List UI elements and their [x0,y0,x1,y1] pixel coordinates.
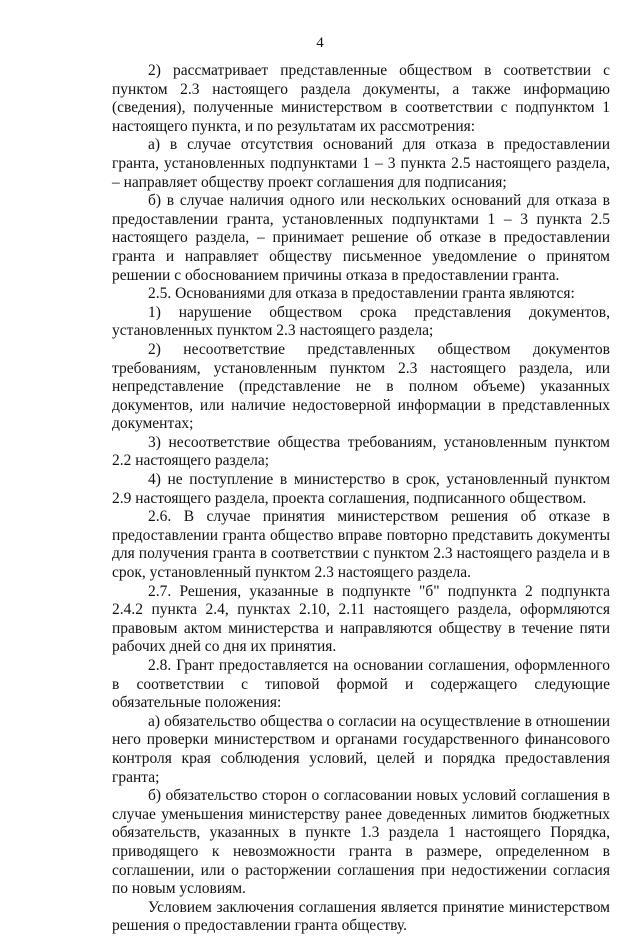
paragraph-2-5-item-3: 3) несоответствие общества требованиям, установленным пунктом 2.2 настоящего раздела; [112,433,610,470]
paragraph-2-4-2-item-2-b: б) в случае наличия одного или нескольких оснований для отказа в предоставлении гранта, установленных подпунктами 1 – 3 пункта 2.5 настоящего раздела, – принимает решение об отказе в предоставлении гранта и направляет обществу письменное уведомление о принятом решении с обоснованием причины отказа в предоставлении гранта. [112,192,610,284]
page-number: 4 [316,35,324,51]
document-body [112,62,610,936]
paragraph-2-8-item-a: а) обязательство общества о согласии на осуществление в отношении него проверки министерством и органами государственного финансового контроля края соблюдения условий, целей и порядка предоставления гранта; [112,712,610,786]
paragraph-2-5-item-2: 2) несоответствие представленных обществом документов требованиям, установленным пунктом 2.3 настоящего раздела, или непредставление (представление не в полном объеме) указанных документов, или наличие недостоверной информации в представленных документах; [112,340,610,433]
paragraph-2-4-2-item-2: 2) рассматривает представленные обществом в соответствии с пунктом 2.3 настоящего раздела документы, а также информацию (сведения), полученные министерством в соответствии с подпунктом 1 настоящего пункта, и по результатам их рассмотрения: [112,62,610,135]
paragraph-2-8: 2.8. Грант предоставляется на основании соглашения, оформленного в соответствии с типовой формой и содержащего следующие обязательные положения: [112,657,610,712]
paragraph-2-4-2-item-2-a: а) в случае отсутствия оснований для отказа в предоставлении гранта, установленных подпунктами 1 – 3 пункта 2.5 настоящего раздела, – направляет обществу проект соглашения для подписания; [112,136,610,191]
paragraph-2-5-item-1: 1) нарушение обществом срока представления документов, установленных пунктом 2.3 настоящего раздела; [112,303,610,340]
paragraph-2-7: 2.7. Решения, указанные в подпункте "б" подпункта 2 подпункта 2.4.2 пункта 2.4, пунктах 2.10, 2.11 настоящего раздела, оформляются правовым актом министерства и направляются обществу в течение пяти рабочих дней со дня их принятия. [112,582,610,656]
paragraph-2-5-item-4: 4) не поступление в министерство в срок, установленный пунктом 2.9 настоящего раздела, проекта соглашения, подписанного обществом. [112,471,610,507]
paragraph-2-5-heading: 2.5. Основаниями для отказа в предоставлении гранта являются: [148,285,575,303]
paragraph-2-8-item-b: б) обязательство сторон о согласовании новых условий соглашения в случае уменьшения министерству ранее доведенных лимитов бюджетных обязательств, указанных в пункте 1.3 раздела 1 настоящего Порядка, приводящего к невозможности гранта в размере, определенном в соглашении, или о расторжении соглашения при недостижении согласия по новым условиям. [112,787,610,898]
paragraph-2-8-condition: Условием заключения соглашения является принятие министерством решения о предоставлении гранта обществу. [112,898,610,935]
paragraph-2-6: 2.6. В случае принятия министерством решения об отказе в предоставлении гранта общество вправе повторно представить документы для получения гранта в соответствии с пунктом 2.3 настоящего раздела и в срок, установленный пунктом 2.3 настоящего раздела. [112,508,610,582]
